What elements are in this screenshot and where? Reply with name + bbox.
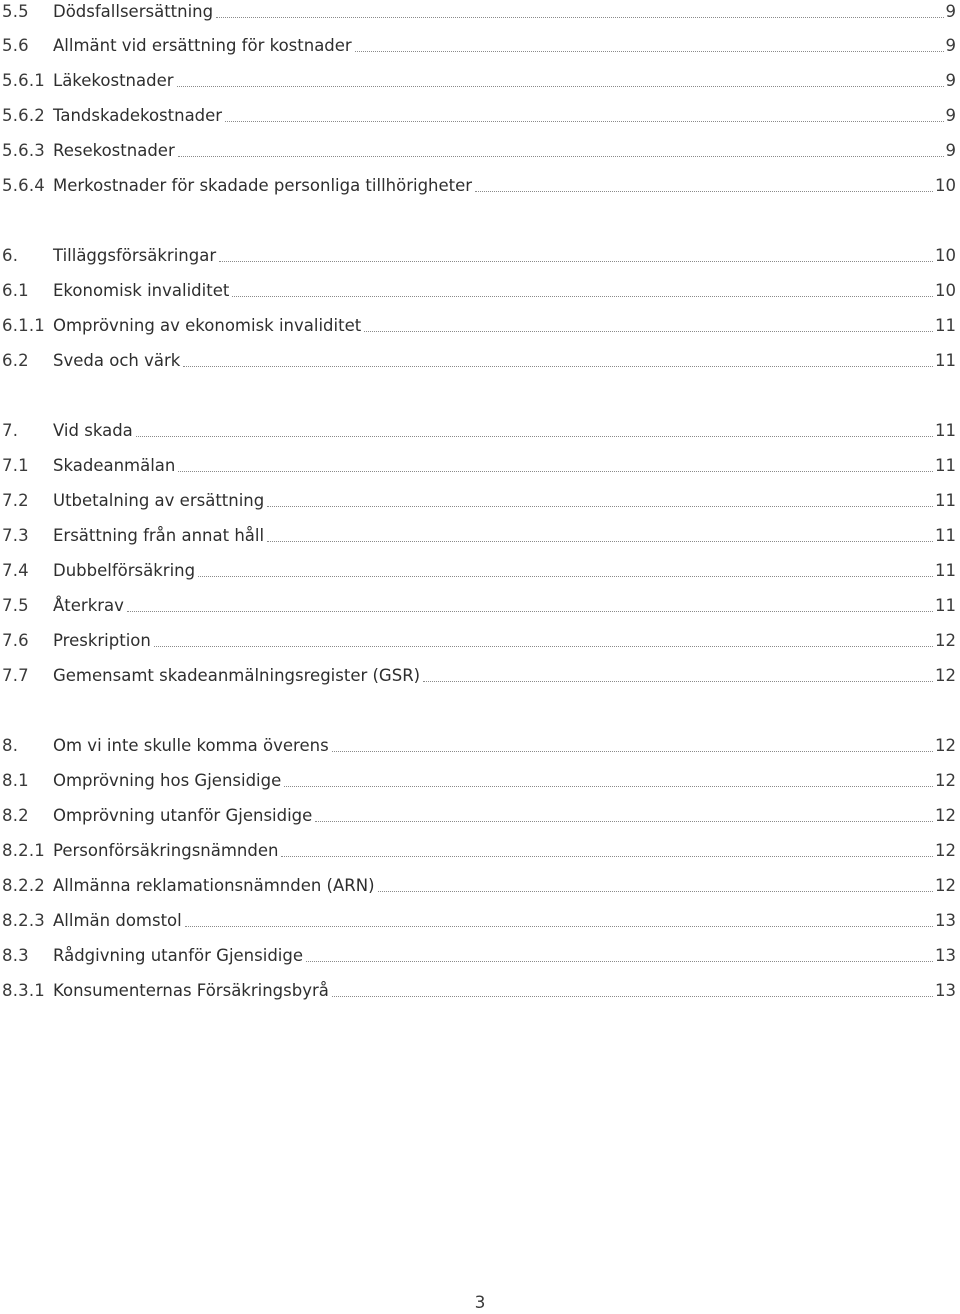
toc-entry-title: Vid skada (53, 421, 133, 440)
toc-entry-page: 13 (935, 946, 956, 965)
toc-dot-leader (127, 610, 933, 612)
toc-entry[interactable] (0, 349, 960, 373)
toc-entry-page: 12 (935, 736, 956, 755)
toc-entry-number: 7.3 (2, 526, 29, 545)
toc-entry[interactable] (0, 104, 960, 128)
toc-entry-title: Preskription (53, 631, 151, 650)
toc-entry-number: 8.2.2 (2, 876, 45, 895)
toc-entry[interactable] (0, 944, 960, 968)
toc-entry-page: 12 (935, 841, 956, 860)
toc-entry-number: 8.2.3 (2, 911, 45, 930)
toc-entry-title: Läkekostnader (53, 71, 174, 90)
toc-entry-title: Gemensamt skadeanmälningsregister (GSR) (53, 666, 421, 685)
toc-dot-leader (355, 50, 944, 52)
toc-entry-number: 6.1.1 (2, 316, 45, 335)
page-number: 3 (474, 1293, 486, 1313)
toc-entry-page: 10 (935, 176, 956, 195)
toc-dot-leader (136, 435, 933, 437)
toc-entry-page: 9 (945, 71, 956, 90)
toc-entry-page: 12 (935, 666, 956, 685)
toc-entry[interactable] (0, 244, 960, 268)
toc-entry-title: Allmänna reklamationsnämnden (ARN) (53, 876, 375, 895)
toc-entry[interactable] (0, 69, 960, 93)
toc-entry-number: 7.7 (2, 666, 29, 685)
toc-entry-page: 9 (945, 2, 956, 21)
toc-entry-number: 7.1 (2, 456, 29, 475)
toc-dot-leader (232, 295, 933, 297)
toc-entry-number: 5.6.4 (2, 176, 45, 195)
toc-entry-title: Utbetalning av ersättning (53, 491, 265, 510)
toc-entry-page: 11 (935, 491, 956, 510)
toc-entry-page: 11 (935, 351, 956, 370)
toc-entry-title: Allmän domstol (53, 911, 182, 930)
toc-entry[interactable] (0, 979, 960, 1003)
toc-entry-title: Ersättning från annat håll (53, 526, 265, 545)
toc-dot-leader (178, 470, 933, 472)
toc-entry-page: 9 (945, 36, 956, 55)
toc-dot-leader (364, 330, 933, 332)
toc-entry[interactable] (0, 139, 960, 163)
toc-entry-title: Resekostnader (53, 141, 175, 160)
toc-entry[interactable] (0, 594, 960, 618)
toc-entry-title: Konsumenternas Försäkringsbyrå (53, 981, 329, 1000)
toc-entry-number: 5.6.3 (2, 141, 45, 160)
toc-dot-leader (183, 365, 933, 367)
toc-entry-number: 8.1 (2, 771, 29, 790)
toc-entry-number: 6.2 (2, 351, 29, 370)
toc-entry-number: 6.1 (2, 281, 29, 300)
toc-entry-title: Sveda och värk (53, 351, 181, 370)
toc-entry-page: 11 (935, 421, 956, 440)
toc-entry[interactable] (0, 279, 960, 303)
toc-entry-page: 12 (935, 631, 956, 650)
toc-entry-title: Skadeanmälan (53, 456, 176, 475)
toc-dot-leader (219, 260, 933, 262)
toc-entry-page: 11 (935, 561, 956, 580)
toc-entry-page: 10 (935, 281, 956, 300)
toc-dot-leader (267, 540, 933, 542)
toc-entry[interactable] (0, 454, 960, 478)
toc-dot-leader (178, 155, 944, 157)
toc-entry-page: 11 (935, 596, 956, 615)
toc-entry-title: Om vi inte skulle komma överens (53, 736, 329, 755)
toc-dot-leader (306, 960, 933, 962)
toc-entry-page: 12 (935, 806, 956, 825)
toc-entry[interactable] (0, 559, 960, 583)
toc-dot-leader (185, 925, 933, 927)
toc-dot-leader (315, 820, 933, 822)
toc-entry-number: 8.3 (2, 946, 29, 965)
toc-entry-number: 7.4 (2, 561, 29, 580)
toc-entry-page: 11 (935, 456, 956, 475)
toc-entry[interactable] (0, 0, 960, 24)
toc-entry-number: 7.6 (2, 631, 29, 650)
toc-entry-title: Ekonomisk invaliditet (53, 281, 230, 300)
toc-entry-page: 13 (935, 911, 956, 930)
toc-dot-leader (281, 855, 933, 857)
toc-entry-number: 8.2.1 (2, 841, 45, 860)
toc-entry[interactable] (0, 419, 960, 443)
toc-entry-title: Dubbelförsäkring (53, 561, 196, 580)
toc-dot-leader (378, 890, 933, 892)
toc-entry-number: 7.5 (2, 596, 29, 615)
toc-entry-title: Personförsäkringsnämnden (53, 841, 279, 860)
toc-entry-title: Omprövning av ekonomisk invaliditet (53, 316, 362, 335)
toc-entry-page: 12 (935, 771, 956, 790)
toc-entry-title: Tilläggsförsäkringar (53, 246, 217, 265)
toc-entry[interactable] (0, 174, 960, 198)
toc-entry[interactable] (0, 804, 960, 828)
toc-entry[interactable] (0, 909, 960, 933)
toc-entry-number: 5.5 (2, 2, 29, 21)
toc-entry-page: 11 (935, 316, 956, 335)
toc-dot-leader (267, 505, 933, 507)
toc-entry-number: 5.6 (2, 36, 29, 55)
toc-entry-title: Dödsfallsersättning (53, 2, 214, 21)
toc-entry-title: Omprövning hos Gjensidige (53, 771, 282, 790)
toc-entry-number: 5.6.1 (2, 71, 45, 90)
toc-entry-page: 13 (935, 981, 956, 1000)
toc-dot-leader (284, 785, 933, 787)
toc-entry-page: 9 (945, 141, 956, 160)
toc-dot-leader (332, 750, 933, 752)
toc-entry[interactable] (0, 629, 960, 653)
toc-entry-title: Rådgivning utanför Gjensidige (53, 946, 303, 965)
toc-entry-number: 8.2 (2, 806, 29, 825)
toc-entry[interactable] (0, 489, 960, 513)
toc-entry[interactable] (0, 769, 960, 793)
toc-entry-number: 7.2 (2, 491, 29, 510)
toc-dot-leader (423, 680, 933, 682)
toc-entry[interactable] (0, 664, 960, 688)
toc-entry-number: 8.3.1 (2, 981, 45, 1000)
toc-entry[interactable] (0, 314, 960, 338)
toc-entry-title: Tandskadekostnader (53, 106, 223, 125)
toc-dot-leader (177, 85, 944, 87)
toc-entry-page: 12 (935, 876, 956, 895)
toc-entry-title: Återkrav (53, 596, 124, 615)
toc-dot-leader (198, 575, 933, 577)
toc-entry[interactable] (0, 524, 960, 548)
toc-dot-leader (154, 645, 933, 647)
toc-dot-leader (216, 16, 943, 18)
toc-entry-number: 5.6.2 (2, 106, 45, 125)
toc-entry-number: 7. (2, 421, 19, 440)
toc-entry-title: Merkostnader för skadade personliga tillhörigheter (53, 176, 473, 195)
toc-entry-page: 9 (945, 106, 956, 125)
toc-dot-leader (225, 120, 943, 122)
toc-entry-title: Allmänt vid ersättning för kostnader (53, 36, 352, 55)
toc-dot-leader (475, 190, 933, 192)
toc-entry[interactable] (0, 34, 960, 58)
toc-entry-number: 6. (2, 246, 19, 265)
toc-entry[interactable] (0, 734, 960, 758)
toc-entry-title: Omprövning utanför Gjensidige (53, 806, 313, 825)
toc-dot-leader (332, 995, 933, 997)
toc-entry-page: 10 (935, 246, 956, 265)
toc-entry-number: 8. (2, 736, 19, 755)
toc-entry[interactable] (0, 839, 960, 863)
toc-entry-page: 11 (935, 526, 956, 545)
toc-entry[interactable] (0, 874, 960, 898)
